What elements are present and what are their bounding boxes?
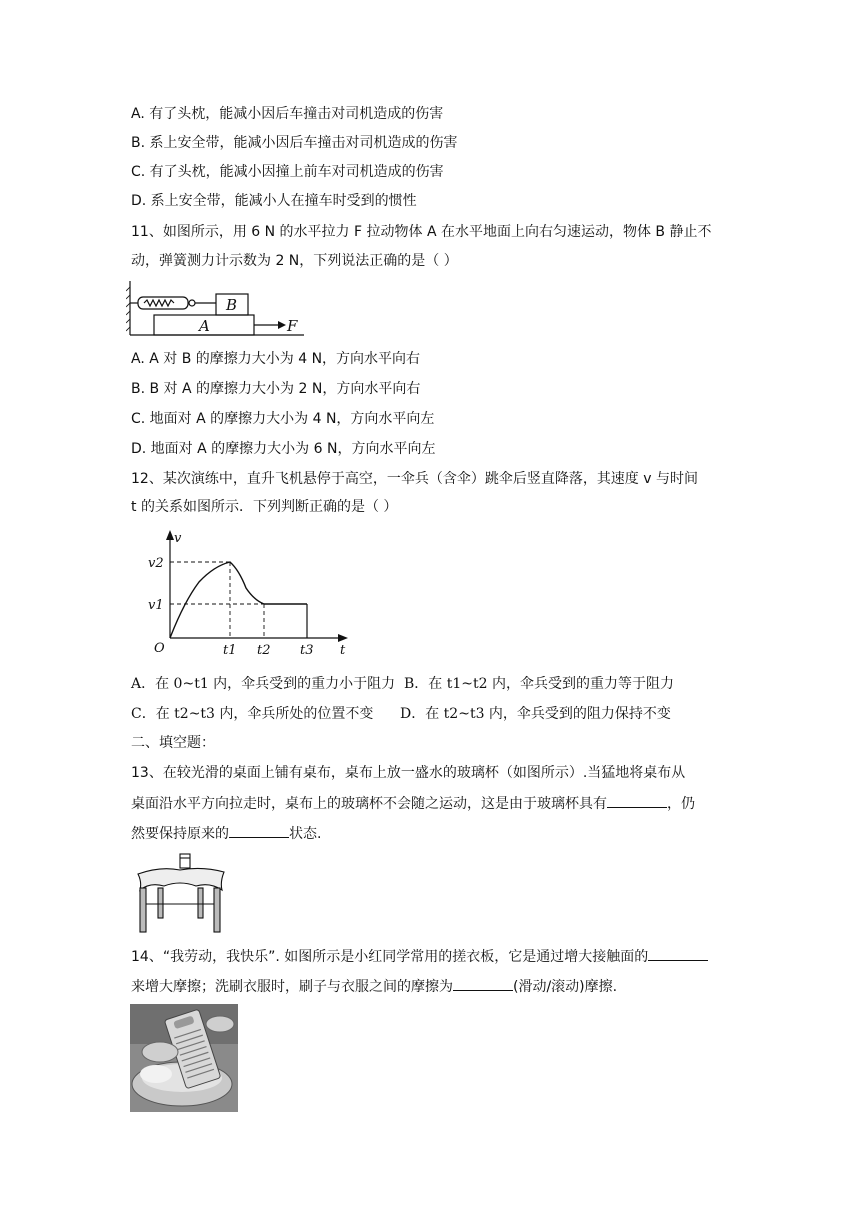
q13-blank-2[interactable]	[229, 823, 289, 838]
q12-t3-label: t3	[300, 643, 314, 658]
q14-line1	[131, 946, 708, 967]
q10-option-d: D. 系上安全带，能减小人在撞车时受到的惯性	[131, 193, 417, 209]
q12-stem-line1: 12、某次演练中，直升飞机悬停于高空，一伞兵（含伞）跳伞后竖直降落，其速度 v 与时间	[131, 471, 698, 487]
q13-blank-1[interactable]	[607, 793, 667, 808]
q11-option-c: C. 地面对 A 的摩擦力大小为 4 N，方向水平向左	[131, 411, 435, 427]
section-fill-in-heading: 二、填空题：	[131, 735, 215, 751]
q12-origin-label: O	[154, 641, 165, 656]
q10-option-b: B. 系上安全带，能减小因后车撞击对司机造成的伤害	[131, 135, 458, 151]
q13-line3-tail: 状态.	[289, 826, 322, 842]
q11-option-b: B. B 对 A 的摩擦力大小为 2 N，方向水平向右	[131, 381, 421, 397]
q14-line2	[131, 976, 617, 997]
q12-t1-label: t1	[223, 643, 237, 658]
q13-line2-tail: ，仍	[667, 796, 695, 812]
q11-block-b-label: B	[226, 296, 238, 314]
q14-blank-2[interactable]	[453, 976, 513, 991]
q11-force-label: F	[287, 317, 298, 335]
q12-v2-label: v2	[148, 556, 164, 571]
q12-option-b: B．在 t1~t2 内，伞兵受到的重力等于阻力	[404, 676, 674, 692]
q13-line2-text: 桌面沿水平方向拉走时，桌布上的玻璃杯不会随之运动，这是由于玻璃杯具有	[131, 796, 607, 812]
q12-t2-label: t2	[257, 643, 271, 658]
q13-line3	[131, 823, 321, 844]
q12-v-axis-label: v	[174, 531, 182, 546]
q13-line3-text: 然要保持原来的	[131, 826, 229, 842]
q11-stem-line2: 动，弹簧测力计示数为 2 N，下列说法正确的是（ ）	[131, 253, 458, 269]
q14-line1-text: 14、“我劳动，我快乐”. 如图所示是小红同学常用的搓衣板，它是通过增大接触面的	[131, 949, 649, 965]
q11-option-a: A. A 对 B 的摩擦力大小为 4 N，方向水平向右	[131, 351, 421, 367]
q14-blank-1[interactable]	[648, 946, 708, 961]
q12-t-axis-label: t	[340, 643, 346, 658]
q12-stem-line2: t 的关系如图所示．下列判断正确的是（ ）	[131, 499, 398, 515]
q10-option-c: C. 有了头枕，能减小因撞上前车对司机造成的伤害	[131, 164, 444, 180]
q12-option-a: A．在 0~t1 内，伞兵受到的重力小于阻力	[131, 676, 396, 692]
q12-vt-graph	[144, 530, 359, 660]
q14-line2-text: 来增大摩擦；洗刷衣服时，刷子与衣服之间的摩擦为	[131, 979, 453, 995]
q14-line2-tail: (滑动/滚动)摩擦.	[513, 979, 618, 995]
q12-option-c: C．在 t2~t3 内，伞兵所处的位置不变	[131, 706, 374, 722]
q12-v1-label: v1	[148, 598, 164, 613]
q10-option-a: A. 有了头枕，能减小因后车撞击对司机造成的伤害	[131, 106, 444, 122]
q11-block-a-label: A	[199, 317, 210, 335]
q11-option-d: D. 地面对 A 的摩擦力大小为 6 N，方向水平向左	[131, 441, 436, 457]
q13-table-figure	[130, 852, 230, 936]
q13-line2	[131, 793, 695, 814]
q14-washboard-photo	[130, 1004, 238, 1112]
q11-figure	[126, 279, 306, 339]
q13-line1: 13、在较光滑的桌面上铺有桌布，桌布上放一盛水的玻璃杯（如图所示）.当猛地将桌布从	[131, 765, 686, 781]
q12-option-d: D．在 t2~t3 内，伞兵受到的阻力保持不变	[400, 706, 671, 722]
q11-stem-line1: 11、如图所示，用 6 N 的水平拉力 F 拉动物体 A 在水平地面上向右匀速运动，物体 B 静止不	[131, 224, 712, 240]
